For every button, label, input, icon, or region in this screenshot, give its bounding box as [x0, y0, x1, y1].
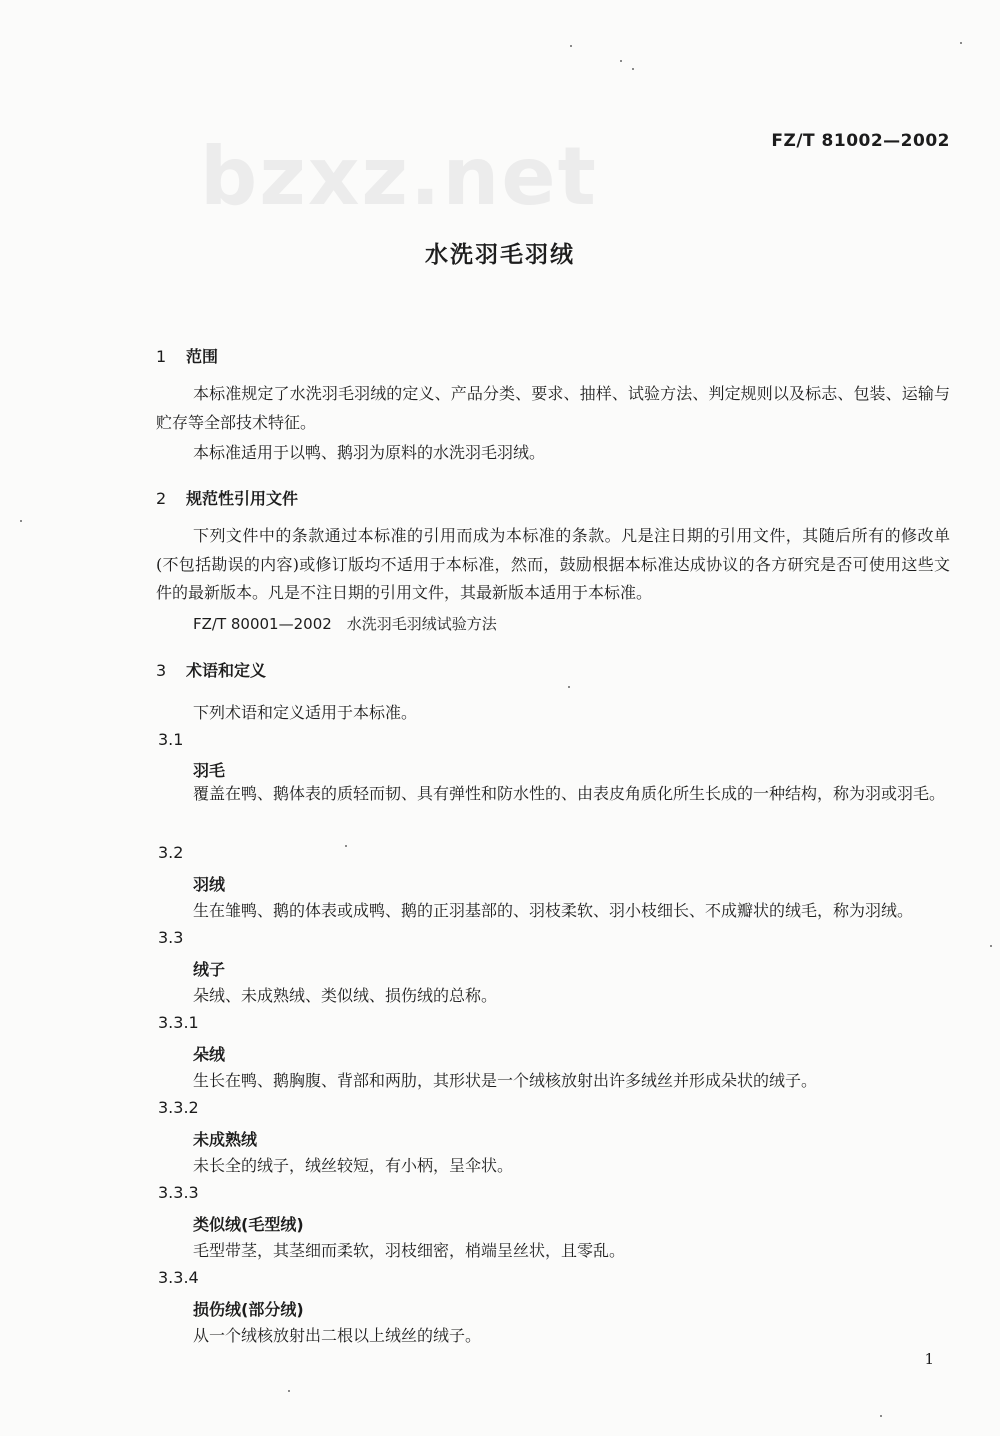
scan-speck [632, 68, 634, 70]
section-number: 2 [156, 489, 167, 508]
term-definition: 朵绒、未成熟绒、类似绒、损伤绒的总称。 [193, 986, 498, 1005]
term-title: 损伤绒(部分绒) [193, 1300, 304, 1319]
scan-speck [20, 520, 22, 522]
clause-number: 3.3.4 [158, 1268, 199, 1287]
term-definition: 毛型带茎，其茎细而柔软，羽枝细密，梢端呈丝状，且零乱。 [193, 1241, 626, 1260]
term-title: 未成熟绒 [193, 1130, 258, 1149]
scan-speck [960, 42, 962, 44]
paragraph: 下列文件中的条款通过本标准的引用而成为本标准的条款。凡是注日期的引用文件，其随后所有的修改单(不包括勘误的内容)或修订版均不适用于本标准，然而，鼓励根据本标准达成协议的各方研究是否可使用这些文件的最新版本。凡是不注日期的引用文件，其最新版本适用于本标准。 [156, 526, 950, 602]
clause-number: 3.1 [158, 730, 184, 749]
section-title: 范围 [186, 347, 219, 366]
paragraph: 本标准适用于以鸭、鹅羽为原料的水洗羽毛羽绒。 [193, 443, 546, 462]
paragraph: 本标准规定了水洗羽毛羽绒的定义、产品分类、要求、抽样、试验方法、判定规则以及标志、包装、运输与贮存等全部技术特征。 [156, 384, 950, 432]
page-number: 1 [924, 1350, 934, 1368]
clause-number: 3.3.1 [158, 1013, 199, 1032]
section-title: 规范性引用文件 [186, 489, 299, 508]
paragraph: 下列术语和定义适用于本标准。 [193, 703, 418, 722]
section-heading-3 [156, 658, 266, 681]
clause-number: 3.3.2 [158, 1098, 199, 1117]
scan-speck [620, 60, 622, 62]
term-definition: 从一个绒核放射出二根以上绒丝的绒子。 [193, 1326, 482, 1345]
clause-number: 3.2 [158, 843, 184, 862]
section-heading-2 [156, 486, 298, 509]
term-title: 绒子 [193, 960, 226, 979]
clause-number: 3.3 [158, 928, 184, 947]
term-title: 羽毛 [193, 761, 226, 780]
scan-speck [345, 845, 347, 847]
term-title: 类似绒(毛型绒) [193, 1215, 304, 1234]
scan-speck [288, 1390, 290, 1392]
reference-item: FZ/T 80001—2002 水洗羽毛羽绒试验方法 [193, 615, 497, 633]
document-title: 水洗羽毛羽绒 [425, 242, 575, 268]
term-title: 羽绒 [193, 875, 226, 894]
scan-speck [990, 945, 992, 947]
scan-speck [880, 1415, 882, 1417]
section-number: 3 [156, 661, 167, 680]
scan-speck [570, 45, 572, 47]
standard-number: FZ/T 81002—2002 [771, 131, 950, 151]
term-definition: 覆盖在鸭、鹅体表的质轻而韧、具有弹性和防水性的、由表皮角质化所生长成的一种结构，称为羽或羽毛。 [193, 784, 946, 803]
term-title: 朵绒 [193, 1045, 226, 1064]
term-definition: 生在雏鸭、鹅的体表或成鸭、鹅的正羽基部的、羽枝柔软、羽小枝细长、不成瓣状的绒毛，称为羽绒。 [193, 901, 914, 920]
watermark: bzxz.net [200, 130, 598, 223]
scan-speck [568, 686, 570, 688]
clause-number: 3.3.3 [158, 1183, 199, 1202]
term-definition: 生长在鸭、鹅胸腹、背部和两肋，其形状是一个绒核放射出许多绒丝并形成朵状的绒子。 [193, 1071, 818, 1090]
section-heading-1 [156, 344, 218, 367]
term-definition: 未长全的绒子，绒丝较短，有小柄，呈伞状。 [193, 1156, 514, 1175]
section-number: 1 [156, 347, 167, 366]
section-title: 术语和定义 [186, 661, 267, 680]
